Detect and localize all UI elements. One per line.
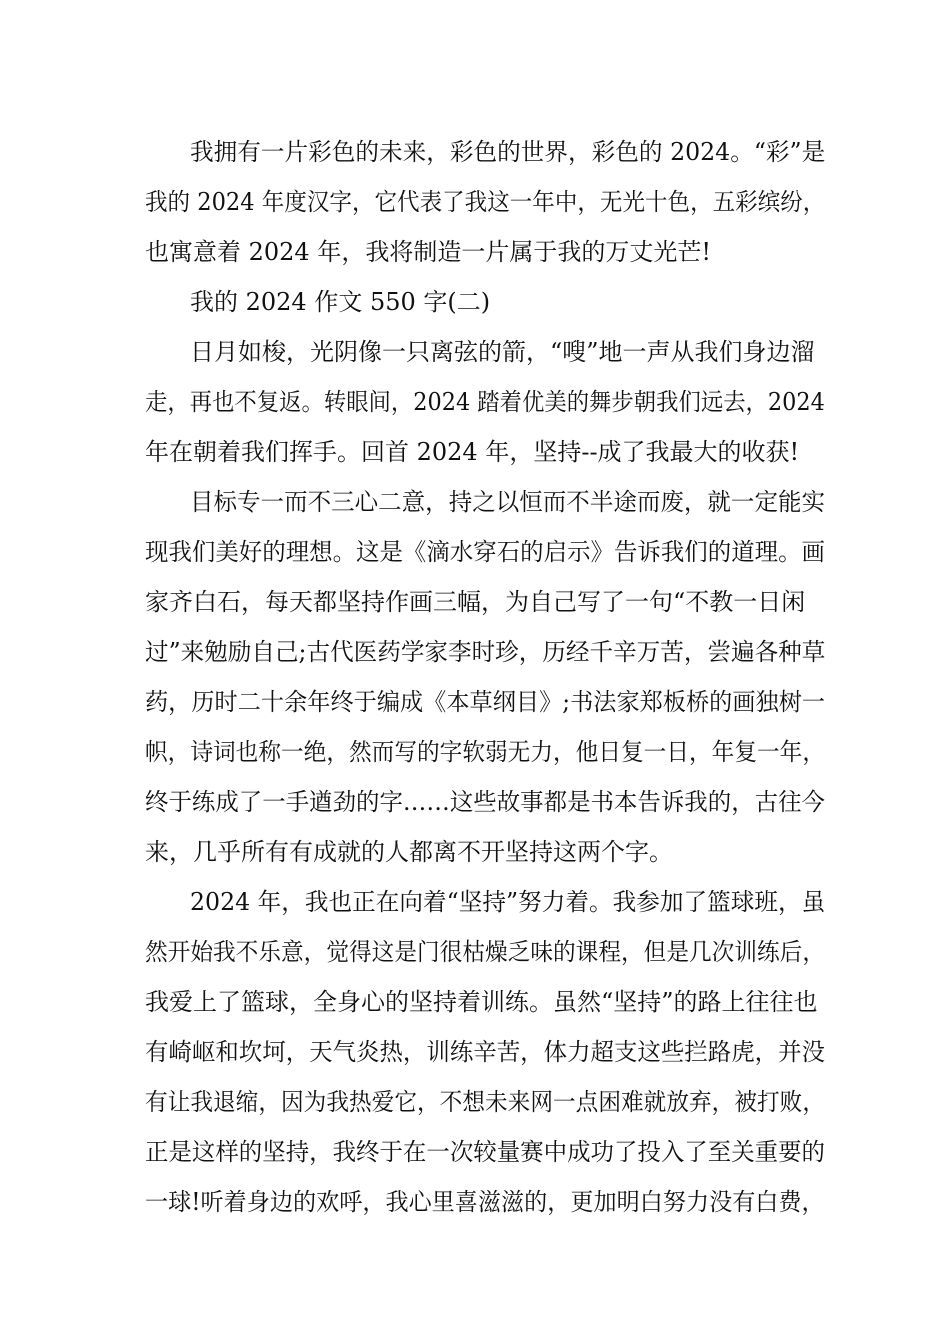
text-line: 有崎岖和坎坷，天气炎热，训练辛苦，体力超支这些拦路虎，并没 [145, 1038, 825, 1066]
text-line: 现我们美好的理想。这是《滴水穿石的启示》告诉我们的道理。画 [145, 538, 825, 566]
text-line: 一球!听着身边的欢呼，我心里喜滋滋的，更加明白努力没有白费， [145, 1188, 825, 1216]
text-line: 然开始我不乐意，觉得这是门很枯燥乏味的课程，但是几次训练后， [145, 938, 825, 966]
text-line: 家齐白石，每天都坚持作画三幅，为自己写了一句“不教一日闲 [145, 588, 806, 616]
text-line: 我爱上了篮球，全身心的坚持着训练。虽然“坚持”的路上往往也 [145, 988, 818, 1016]
text-line: 我拥有一片彩色的未来，彩色的世界，彩色的 2024。“彩”是 [190, 138, 826, 166]
text-line: 走，再也不复返。转眼间，2024 踏着优美的舞步朝我们远去，2024 [145, 388, 825, 416]
text-line: 来，几乎所有有成就的人都离不开坚持这两个字。 [145, 838, 673, 866]
text-line: 目标专一而不三心二意，持之以恒而不半途而废，就一定能实 [190, 488, 825, 516]
text-line: 药，历时二十余年终于编成《本草纲目》;书法家郑板桥的画独树一 [145, 688, 826, 716]
text-line: 正是这样的坚持，我终于在一次较量赛中成功了投入了至关重要的 [145, 1138, 825, 1166]
text-line: 帜，诗词也称一绝，然而写的字软弱无力，他日复一日，年复一年， [145, 738, 825, 766]
text-line: 日月如梭，光阴像一只离弦的箭，“嗖”地一声从我们身边溜 [190, 338, 815, 366]
text-line: 过”来勉励自己;古代医药学家李时珍，历经千辛万苦，尝遍各种草 [145, 638, 826, 666]
text-line: 终于练成了一手遒劲的字……这些故事都是书本告诉我的，古往今 [145, 788, 825, 816]
text-line: 也寓意着 2024 年，我将制造一片属于我的万丈光芒! [145, 238, 711, 266]
text-line: 2024 年，我也正在向着“坚持”努力着。我参加了篮球班，虽 [190, 888, 826, 916]
text-line: 年在朝着我们挥手。回首 2024 年，坚持--成了我最大的收获! [145, 438, 800, 466]
section-heading: 我的 2024 作文 550 字(二) [190, 288, 491, 316]
text-line: 我的 2024 年度汉字，它代表了我这一年中，无光十色，五彩缤纷， [145, 188, 826, 216]
text-line: 有让我退缩，因为我热爱它，不想未来网一点困难就放弃，被打败， [145, 1088, 825, 1116]
